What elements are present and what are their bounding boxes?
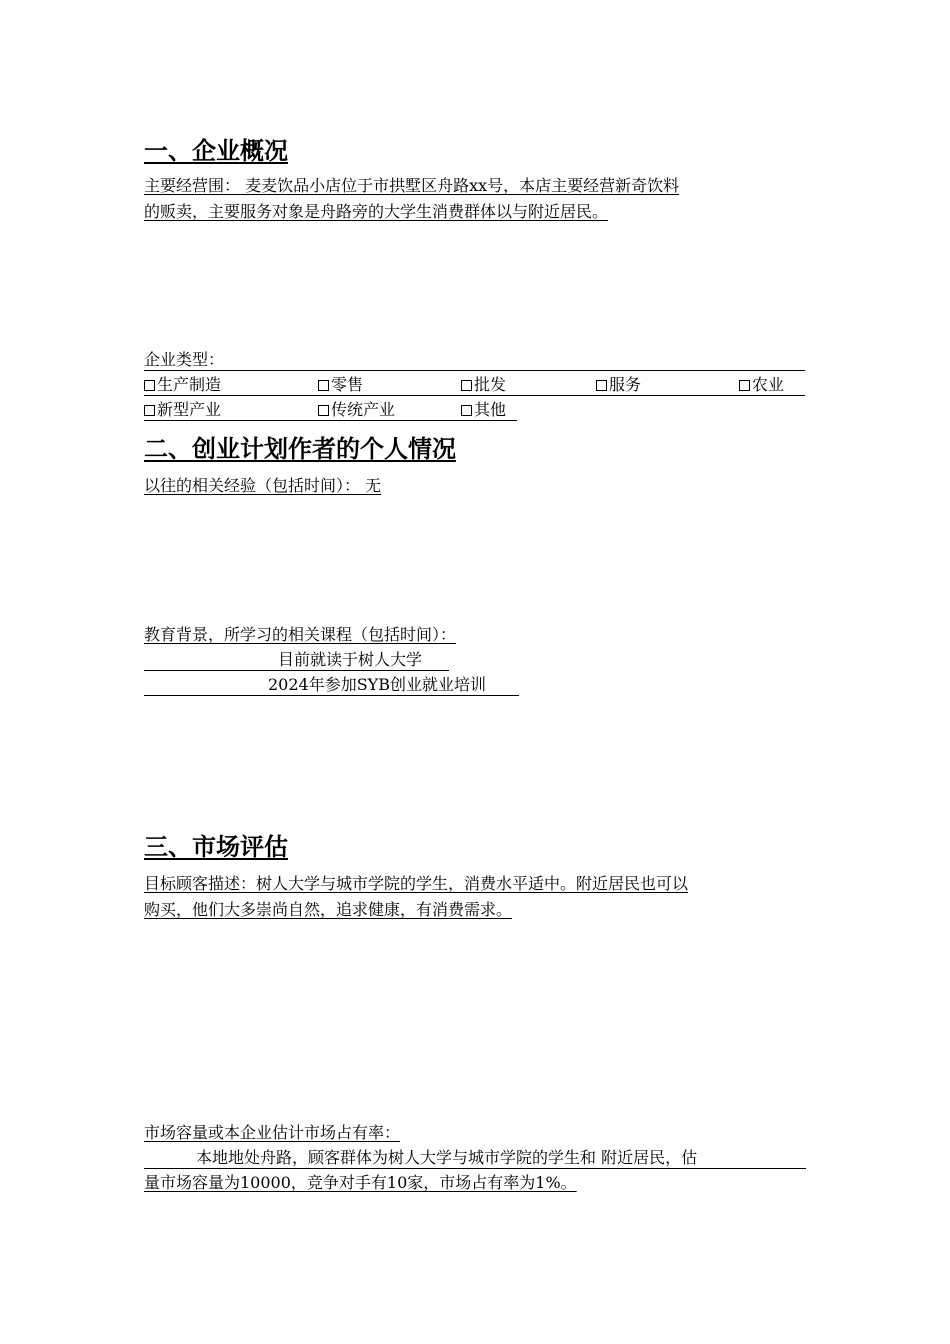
type-checkbox-wholesale[interactable] [461, 374, 506, 396]
market-capacity-line-2: 量市场容量为10000，竞争对手有10家，市场占有率为1%。 [144, 1173, 577, 1192]
education-label: 教育背景，所学习的相关课程（包括时间）： [144, 625, 457, 644]
type-label: 农业 [752, 375, 785, 394]
customer-description-line-2: 购买，他们大多崇尚自然，追求健康，有消费需求。 [144, 900, 513, 919]
enterprise-type-label: 企业类型： [144, 350, 225, 369]
type-label: 其他 [474, 400, 507, 419]
checkbox-icon [144, 405, 155, 416]
section-heading-market: 三、市场评估 [144, 833, 288, 861]
checkbox-icon [596, 380, 607, 391]
checkbox-icon [144, 380, 155, 391]
type-label: 零售 [331, 375, 364, 394]
type-checkbox-manufacturing[interactable] [144, 374, 221, 396]
type-checkbox-service[interactable] [596, 374, 641, 396]
type-checkbox-traditional-industry[interactable] [318, 399, 395, 421]
type-label: 生产制造 [157, 375, 222, 394]
type-checkbox-new-industry[interactable] [144, 399, 221, 421]
type-checkbox-agriculture[interactable] [739, 374, 784, 396]
type-label: 批发 [474, 375, 507, 394]
market-capacity-label: 市场容量或本企业估计市场占有率： [144, 1123, 401, 1142]
type-label: 服务 [609, 375, 642, 394]
customer-description-line-1: 目标顾客描述：树人大学与城市学院的学生，消费水平适中。附近居民也可以 [144, 874, 689, 893]
type-label: 传统产业 [331, 400, 396, 419]
education-line-1-rule [144, 670, 449, 671]
type-label-rule [144, 370, 805, 371]
type-row-2-rule [144, 420, 517, 421]
type-row-1-rule [144, 395, 805, 396]
checkbox-icon [318, 405, 329, 416]
market-capacity-line-1: 本地地处舟路，顾客群体为树人大学与城市学院的学生和 附近居民，估 [196, 1148, 698, 1167]
type-label: 新型产业 [157, 400, 222, 419]
business-scope-line-2: 的贩卖，主要服务对象是舟路旁的大学生消费群体以与附近居民。 [144, 202, 609, 221]
checkbox-icon [461, 380, 472, 391]
type-checkbox-other[interactable] [461, 399, 506, 421]
section-heading-author: 二、创业计划作者的个人情况 [144, 435, 456, 463]
education-line-1: 目前就读于树人大学 [278, 650, 423, 669]
type-checkbox-retail[interactable] [318, 374, 363, 396]
checkbox-icon [739, 380, 750, 391]
market-capacity-line-1-rule [144, 1168, 806, 1169]
education-line-2-rule [144, 695, 519, 696]
education-line-2: 2024年参加SYB创业就业培训 [268, 675, 487, 694]
section-heading-overview: 一、企业概况 [144, 137, 288, 165]
checkbox-icon [461, 405, 472, 416]
business-scope-line-1: 主要经营围： 麦麦饮品小店位于市拱墅区舟路xx号，本店主要经营新奇饮料 [144, 176, 680, 195]
checkbox-icon [318, 380, 329, 391]
experience-text: 以往的相关经验（包括时间）： 无 [144, 476, 382, 495]
